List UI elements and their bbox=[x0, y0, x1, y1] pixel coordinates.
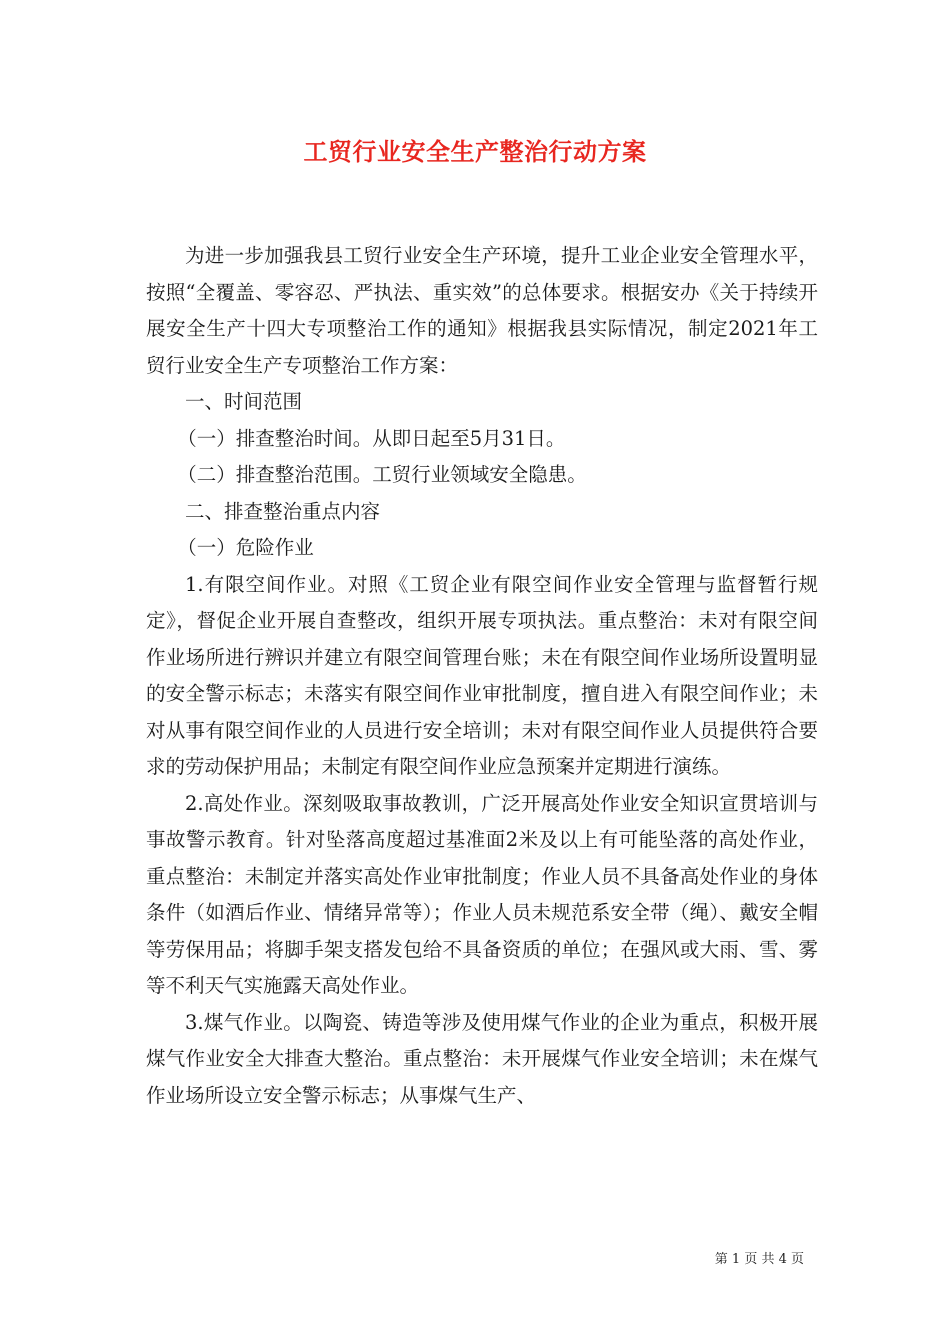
subsection-scope: （二）排查整治范围。工贸行业领域安全隐患。 bbox=[177, 463, 587, 486]
subsection-dangerous-work: （一）危险作业 bbox=[177, 536, 314, 559]
document-body bbox=[146, 238, 818, 1114]
item-gas-work: 3.煤气作业。以陶瓷、铸造等涉及使用煤气作业的企业为重点，积极开展煤气作业安全大排查大整治。重点整治：未开展煤气作业安全培训；未在煤气作业场所设立安全警示标志；从事煤气生产、 bbox=[146, 1010, 818, 1107]
item-confined-space: 1.有限空间作业。对照《工贸企业有限空间作业安全管理与监督暂行规定》，督促企业开展自查整改，组织开展专项执法。重点整治：未对有限空间作业场所进行辨识并建立有限空间管理台账；未在有限空间作业场所设置明显的安全警示标志；未落实有限空间作业审批制度，擅自进入有限空间作业；未对从事有限空间作业的人员进行安全培训；未对有限空间作业人员提供符合要求的劳动保护用品；未制定有限空间作业应急预案并定期进行演练。 bbox=[146, 572, 818, 778]
subsection-time: （一）排查整治时间。从即日起至5月31日。 bbox=[177, 426, 566, 450]
document-title: 工贸行业安全生产整治行动方案 bbox=[303, 137, 647, 166]
item-work-at-height: 2.高处作业。深刻吸取事故教训，广泛开展高处作业安全知识宣贯培训与事故警示教育。针对坠落高度超过基准面2米及以上有可能坠落的高处作业，重点整治：未制定并落实高处作业审批制度；作业人员不具备高处作业的身体条件（如酒后作业、情绪异常等）；作业人员未规范系安全带（绳）、戴安全帽等劳保用品；将脚手架支搭发包给不具备资质的单位；在强风或大雨、雪、雾等不利天气实施露天高处作业。 bbox=[146, 791, 818, 997]
page-number: 第 1 页 共 4 页 bbox=[714, 1252, 804, 1267]
section-heading-time-range: 一、时间范围 bbox=[185, 390, 303, 413]
intro-paragraph: 为进一步加强我县工贸行业安全生产环境，提升工业企业安全管理水平，按照“全覆盖、零容忍、严执法、重实效”的总体要求。根据安办《关于持续开展安全生产十四大专项整治工作的通知》根据我县实际情况，制定2021年工贸行业安全生产专项整治工作方案： bbox=[146, 244, 818, 377]
section-heading-key-content: 二、排查整治重点内容 bbox=[185, 499, 381, 523]
